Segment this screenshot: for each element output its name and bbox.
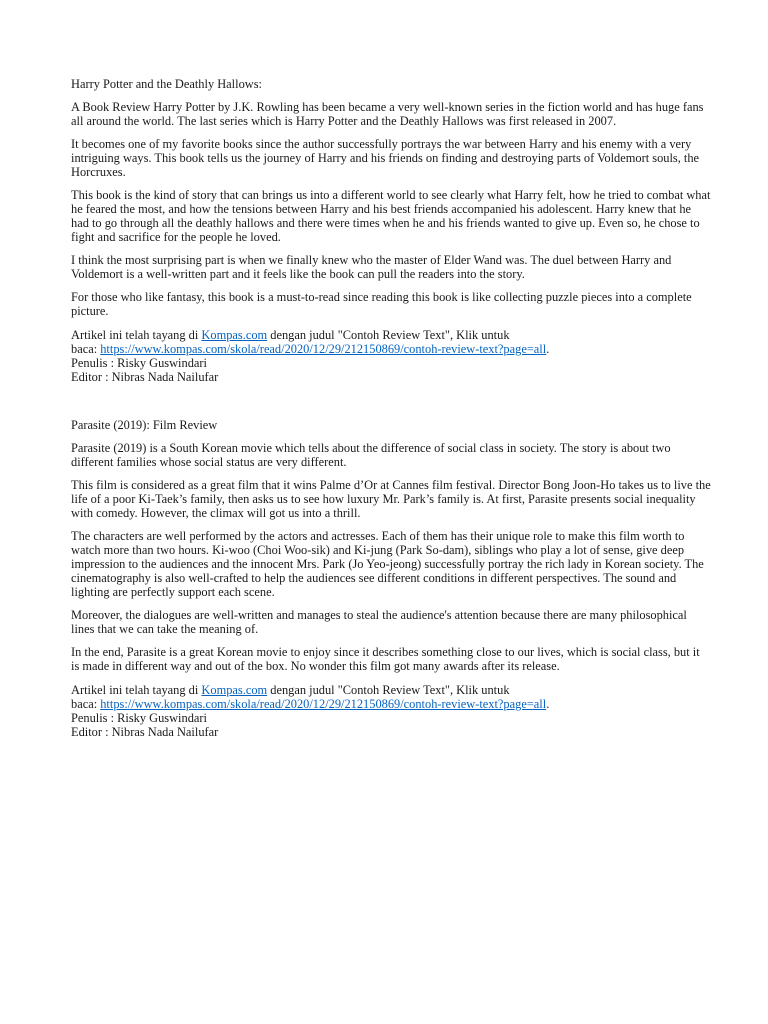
editor-line: Editor : Nibras Nada Nailufar: [71, 370, 219, 384]
writer-line: Penulis : Risky Guswindari: [71, 356, 207, 370]
credit-title: dengan judul "Contoh Review Text", Klik untuk: [267, 328, 510, 342]
url-suffix: .: [546, 697, 550, 711]
credit-line: [71, 683, 711, 697]
source-credit: [71, 328, 711, 384]
kompas-link[interactable]: Kompas.com: [201, 328, 268, 342]
review-paragraph: For those who like fantasy, this book is a must-to-read since reading this book is like collecting puzzle pieces into a complete picture.: [71, 290, 692, 318]
credit-url-line: [71, 697, 711, 711]
review-paragraph: I think the most surprising part is when we finally knew who the master of Elder Wand was. The duel between Harry and Voldemort is a well-written part and it feels like the book can pull the readers into the story.: [71, 253, 672, 281]
review-harry-potter: [71, 77, 711, 384]
article-url-link[interactable]: https://www.kompas.com/skola/read/2020/12/29/212150869/contoh-review-text?page=all: [100, 697, 547, 711]
credit-url-line: [71, 342, 711, 356]
review-paragraph: It becomes one of my favorite books since the author successfully portrays the war between Harry and his enemy with a very intriguing ways. This book tells us the journey of Harry and his friends on finding and destroying parts of Voldemort souls, the Horcruxes.: [71, 137, 700, 179]
source-credit: [71, 683, 711, 739]
writer-line: Penulis : Risky Guswindari: [71, 711, 207, 725]
credit-prefix: Artikel ini telah tayang di: [71, 683, 202, 697]
review-parasite: [71, 418, 711, 739]
editor-line: Editor : Nibras Nada Nailufar: [71, 725, 219, 739]
credit-title: dengan judul "Contoh Review Text", Klik untuk: [267, 683, 510, 697]
credit-prefix: Artikel ini telah tayang di: [71, 328, 202, 342]
read-prefix: baca:: [71, 697, 101, 711]
review-paragraph: A Book Review Harry Potter by J.K. Rowling has been became a very well-known series in the fiction world and has huge fans all around the world. The last series which is Harry Potter and the Deathly Hallows was first released in 2007.: [71, 100, 704, 128]
review-paragraph: The characters are well performed by the actors and actresses. Each of them has their unique role to make this film worth to watch more than two hours. Ki-woo (Choi Woo-sik) and Ki-jung (Park So-dam), siblings who play a lot of sense, give deep impression to the audiences and the innocent Mrs. Park (Jo Yeo-jeong) successfully portray the rich lady in Korean society. The cinematography is also well-crafted to help the audiences see different conditions in different perspectives. The sound and lighting are perfectly support each scene.: [71, 529, 704, 599]
read-prefix: baca:: [71, 342, 101, 356]
review-title: Parasite (2019): Film Review: [71, 418, 218, 432]
review-paragraph: In the end, Parasite is a great Korean movie to enjoy since it describes something close to our lives, which is social class, but it is made in different way and out of the box. No wonder this film got many awards after its release.: [71, 645, 700, 673]
review-title: Harry Potter and the Deathly Hallows:: [71, 77, 262, 91]
section-gap: [71, 384, 711, 418]
review-paragraph: Moreover, the dialogues are well-written and manages to steal the audience's attention because there are many philosophical lines that we can take the meaning of.: [71, 608, 687, 636]
review-paragraph: This film is considered as a great film that it wins Palme d’Or at Cannes film festival. Director Bong Joon-Ho takes us to live the life of a poor Ki-Taek’s family, then asks us to see how luxury Mr. Park’s family is. At first, Parasite presents social inequality with comedy. However, the climax will got us into a thrill.: [71, 478, 711, 520]
review-paragraph: Parasite (2019) is a South Korean movie which tells about the difference of social class in society. The story is about two different families whose social status are very different.: [71, 441, 671, 469]
review-paragraph: This book is the kind of story that can brings us into a different world to see clearly what Harry felt, how he tried to combat what he feared the most, and how the tensions between Harry and his best friends accompanied his adolescent. Harry knew that he had to go through all the deathly hallows and there were times when he and his friends wanted to give up. Even so, he chose to fight and sacrifice for the people he loved.: [71, 188, 711, 244]
url-suffix: .: [546, 342, 550, 356]
credit-line: [71, 328, 711, 342]
article-url-link[interactable]: https://www.kompas.com/skola/read/2020/12/29/212150869/contoh-review-text?page=all: [100, 342, 547, 356]
kompas-link[interactable]: Kompas.com: [201, 683, 268, 697]
document-page: [71, 77, 711, 739]
